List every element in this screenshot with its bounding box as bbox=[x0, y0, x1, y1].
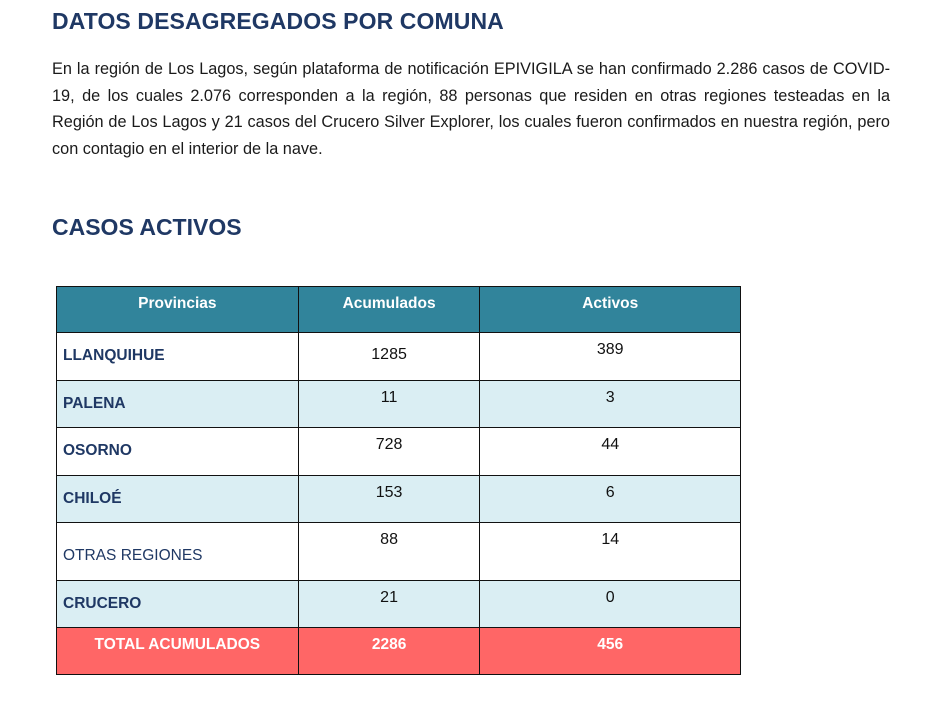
section-title-active-cases: CASOS ACTIVOS bbox=[52, 214, 242, 240]
row-provincia: OTRAS REGIONES bbox=[57, 523, 299, 581]
row-acumulados: 1285 bbox=[298, 333, 480, 381]
row-acumulados: 21 bbox=[298, 580, 480, 628]
header-provincias: Provincias bbox=[57, 287, 299, 333]
row-activos: 3 bbox=[480, 380, 741, 428]
table-row bbox=[57, 580, 741, 628]
row-provincia: PALENA bbox=[57, 380, 299, 428]
table-row bbox=[57, 333, 741, 381]
total-label: TOTAL ACUMULADOS bbox=[57, 628, 299, 675]
total-activos: 456 bbox=[480, 628, 741, 675]
row-provincia: OSORNO bbox=[57, 428, 299, 476]
row-provincia: CHILOÉ bbox=[57, 475, 299, 523]
row-activos: 14 bbox=[480, 523, 741, 581]
table-total-row bbox=[57, 628, 741, 675]
row-provincia: LLANQUIHUE bbox=[57, 333, 299, 381]
table-row bbox=[57, 523, 741, 581]
table-row bbox=[57, 475, 741, 523]
table-header-row bbox=[57, 287, 741, 333]
table-row bbox=[57, 380, 741, 428]
page-title: DATOS DESAGREGADOS POR COMUNA bbox=[52, 8, 504, 34]
row-activos: 0 bbox=[480, 580, 741, 628]
header-activos: Activos bbox=[480, 287, 741, 333]
row-activos: 44 bbox=[480, 428, 741, 476]
header-acumulados: Acumulados bbox=[298, 287, 480, 333]
row-acumulados: 88 bbox=[298, 523, 480, 581]
cases-table bbox=[56, 286, 741, 675]
row-acumulados: 153 bbox=[298, 475, 480, 523]
row-acumulados: 11 bbox=[298, 380, 480, 428]
table-row bbox=[57, 428, 741, 476]
row-activos: 6 bbox=[480, 475, 741, 523]
row-acumulados: 728 bbox=[298, 428, 480, 476]
summary-paragraph: En la región de Los Lagos, según plataforma de notificación EPIVIGILA se han confirmado 2.286 casos de COVID-19, de los cuales 2.076 corresponden a la región, 88 personas que residen en otras regiones testeadas en la Región de Los Lagos y 21 casos del Crucero Silver Explorer, los cuales fueron confirmados en nuestra región, pero con contagio en el interior de la nave. bbox=[52, 60, 890, 158]
row-provincia: CRUCERO bbox=[57, 580, 299, 628]
total-acumulados: 2286 bbox=[298, 628, 480, 675]
row-activos: 389 bbox=[480, 333, 741, 381]
